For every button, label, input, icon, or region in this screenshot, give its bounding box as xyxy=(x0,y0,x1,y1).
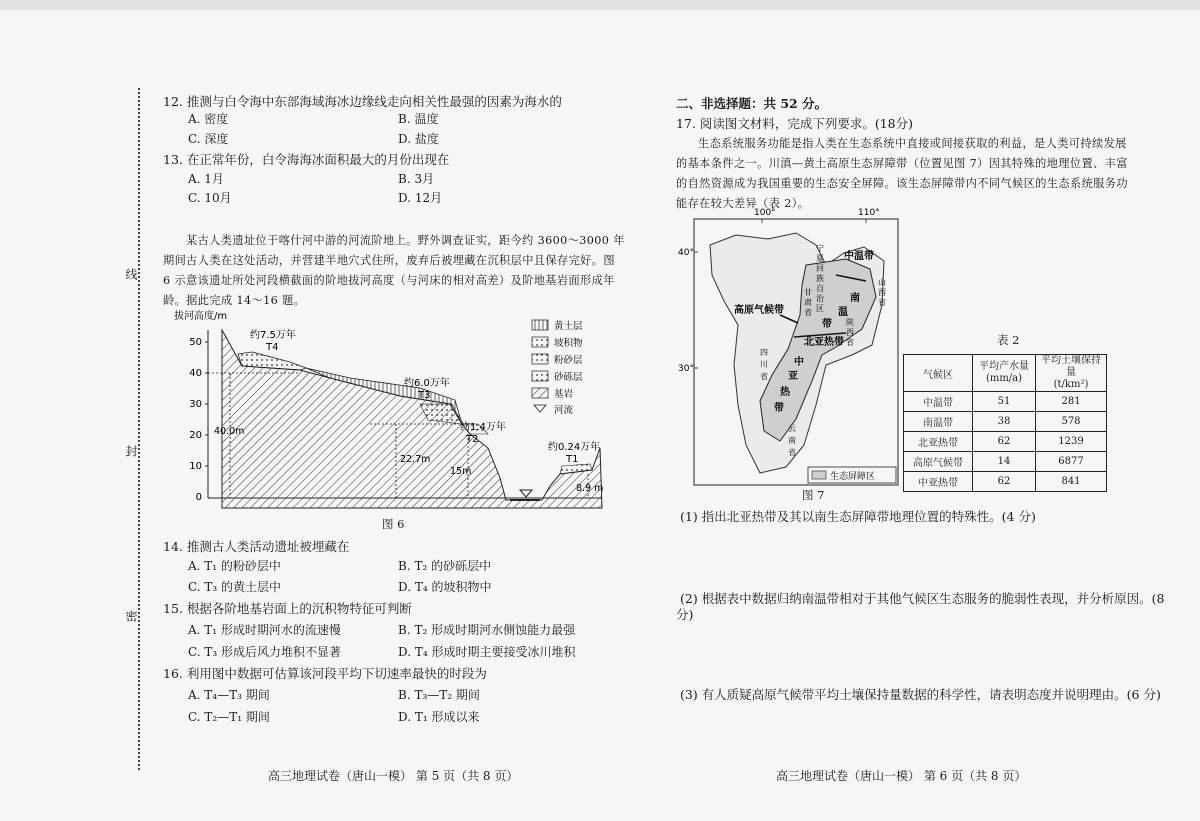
fig7-lat-30: 30° xyxy=(678,364,694,374)
passage-line-1: 某古人类遗址位于喀什河中游的河流阶地上。野外调查证实，距今约 3600～3000 年 xyxy=(186,234,625,247)
table-2 xyxy=(903,354,1107,492)
q15-option-d: D. T₄ 形成时期主要接受冰川堆积 xyxy=(398,645,576,659)
fig7-zone-wen: 温 xyxy=(838,307,848,318)
fig6-t3-age: 约6.0万年 xyxy=(404,378,450,389)
fig7-prov-sichuan-1: 四 xyxy=(760,348,768,357)
fig7-prov-ningxia-4: 族 xyxy=(816,274,824,283)
binding-char-xian: 线 xyxy=(124,268,138,280)
fig6-legend-swatch-slope xyxy=(532,337,548,347)
q12-option-c: C. 深度 xyxy=(188,132,229,146)
fig7-legend-swatch xyxy=(812,471,826,479)
fig6-legend-slope: 坡积物 xyxy=(554,338,583,349)
binding-dotted-line xyxy=(138,88,140,770)
table2-header-water-unit: (mm/a) xyxy=(985,373,1023,384)
fig6-height-t1: 8.9 m xyxy=(576,483,604,494)
q17-material-line-4: 能存在较大差异（表 2）。 xyxy=(676,197,810,210)
q17-stem: 17. 阅读图文材料，完成下列要求。(18分) xyxy=(676,116,914,131)
passage-line-3: 6 示意该遗址所处河段横截面的阶地拔河高度（与河床的相对高差）及阶地基岩面形成年 xyxy=(163,274,615,287)
fig6-t3-label: T3 xyxy=(418,390,431,401)
passage-line-2: 期间古人类在这处活动，并营建半地穴式住所，废弃后被埋藏在沉积层中且保存完好。图 xyxy=(163,254,615,267)
q13-option-d: D. 12月 xyxy=(398,191,443,205)
fig7-lat-40: 40° xyxy=(678,248,694,258)
table2-header-zone: 气候区 xyxy=(904,355,973,392)
fig7-prov-shanxi-2: 西 xyxy=(878,288,886,297)
fig7-prov-yunnan-3: 省 xyxy=(788,448,796,457)
table2-cell: 38 xyxy=(973,412,1036,432)
fig7-prov-sichuan-3: 省 xyxy=(760,372,768,381)
fig6-height-t3: 22.7m xyxy=(400,454,431,465)
table2-header-soil-title: 平均土壤保持量 xyxy=(1041,355,1101,378)
q17-sub2-cont: 分) xyxy=(676,607,694,622)
table2-cell: 南温带 xyxy=(904,412,973,432)
fig6-legend-swatch-loess xyxy=(532,320,548,330)
fig7-prov-shanxi-1: 山 xyxy=(878,278,886,287)
q17-sub2: (2) 根据表中数据归纳南温带相对于其他气候区生态服务的脆弱性表现，并分析原因。(8 xyxy=(680,591,1165,606)
q14-option-b: B. T₂ 的砂砾层中 xyxy=(398,559,492,573)
fig6-ytick-0: 0 xyxy=(195,492,202,503)
table-row xyxy=(904,412,1107,432)
table2-cell: 62 xyxy=(973,432,1036,452)
q15-option-b: B. T₂ 形成时期河水侧蚀能力最强 xyxy=(398,623,576,637)
fig6-legend-bedrock: 基岩 xyxy=(554,389,574,400)
fig7-caption: 图 7 xyxy=(802,488,825,502)
table2-cell: 北亚热带 xyxy=(904,432,973,452)
fig6-ytick-50: 50 xyxy=(189,337,202,348)
fig7-prov-shaanxi-1: 陕 xyxy=(846,318,854,327)
fig6-height-t4: 40.0m xyxy=(214,426,245,437)
fig7-prov-gansu-2: 肃 xyxy=(804,298,812,307)
fig7-lon-110: 110° xyxy=(858,208,880,218)
table2-cell: 281 xyxy=(1036,392,1107,412)
table2-cell: 高原气候带 xyxy=(904,452,973,472)
fig7-prov-ningxia-2: 夏 xyxy=(816,254,824,263)
table2-header-water xyxy=(973,355,1036,392)
q17-material-line-2: 的基本条件之一。川滇—黄土高原生态屏障带（位置见图 7）因其特殊的地理位置、丰富 xyxy=(676,157,1128,170)
section-title: 二、非选择题：共 52 分。 xyxy=(676,96,828,111)
right-page-footer: 高三地理试卷（唐山一模） 第 6 页（共 8 页） xyxy=(776,769,1027,783)
q12-option-a: A. 密度 xyxy=(188,112,229,126)
fig6-ytick-30: 30 xyxy=(189,399,202,410)
fig6-legend-silt: 粉砂层 xyxy=(554,355,583,366)
table2-title: 表 2 xyxy=(997,333,1020,347)
fig6-t4-label: T4 xyxy=(266,342,279,353)
table-row xyxy=(904,392,1107,412)
q16-option-d: D. T₁ 形成以来 xyxy=(398,710,480,724)
q13-option-a: A. 1月 xyxy=(188,172,224,186)
scan-edge xyxy=(0,0,1200,10)
table2-cell: 841 xyxy=(1036,472,1107,492)
table-row xyxy=(904,432,1107,452)
fig7-zone-dai: 带 xyxy=(822,319,832,330)
fig7-prov-gansu-1: 甘 xyxy=(804,288,812,297)
fig7-zone-re: 热 xyxy=(780,387,790,398)
q17-material-line-1: 生态系统服务功能是指人类在生态系统中直接或间接获取的利益，是人类可持续发展 xyxy=(698,137,1127,150)
q17-sub1: (1) 指出北亚热带及其以南生态屏障带地理位置的特殊性。(4 分) xyxy=(680,509,1036,524)
fig6-legend-river: 河流 xyxy=(554,405,574,416)
fig7-prov-ningxia-3: 回 xyxy=(816,264,824,273)
fig6-caption: 图 6 xyxy=(382,517,405,531)
fig6-t1-age: 约0.24万年 xyxy=(548,442,601,453)
table2-header-row xyxy=(904,355,1107,392)
q12-option-d: D. 盐度 xyxy=(398,132,439,146)
fig6-legend-gravel: 砂砾层 xyxy=(554,372,583,383)
fig6-ytick-40: 40 xyxy=(189,368,202,379)
q12-option-b: B. 温度 xyxy=(398,112,439,126)
q15-option-c: C. T₃ 形成后风力堆积不显著 xyxy=(188,645,342,659)
fig7-prov-ningxia-7: 区 xyxy=(816,304,824,313)
fig6-ytick-10: 10 xyxy=(189,461,202,472)
left-page-footer: 高三地理试卷（唐山一模） 第 5 页（共 8 页） xyxy=(268,769,519,783)
fig6-t4-age: 约7.5万年 xyxy=(250,330,296,341)
table2-cell: 6877 xyxy=(1036,452,1107,472)
figure-6-terrace-profile xyxy=(170,308,610,530)
table2-cell: 中亚热带 xyxy=(904,472,973,492)
binding-char-mi: 密 xyxy=(124,610,138,622)
q14-option-a: A. T₁ 的粉砂层中 xyxy=(188,559,281,573)
q12-stem: 12. 推测与白令海中东部海域海冰边缘线走向相关性最强的因素为海水的 xyxy=(163,94,562,109)
table-row xyxy=(904,452,1107,472)
fig6-legend-swatch-silt xyxy=(532,354,548,364)
fig7-prov-shaanxi-2: 西 xyxy=(846,328,854,337)
table2-cell: 51 xyxy=(973,392,1036,412)
fig7-prov-yunnan-1: 云 xyxy=(788,424,796,433)
fig6-ytick-20: 20 xyxy=(189,430,202,441)
q14-option-d: D. T₄ 的坡积物中 xyxy=(398,580,492,594)
fig7-prov-gansu-3: 省 xyxy=(804,308,812,317)
fig7-zone-zhongwendai: 中温带 xyxy=(844,251,874,262)
fig7-lon-100: 100° xyxy=(754,208,776,218)
table2-cell: 中温带 xyxy=(904,392,973,412)
fig6-legend-swatch-river xyxy=(534,405,546,412)
q16-option-a: A. T₄—T₃ 期间 xyxy=(188,688,270,702)
fig7-legend-label: 生态屏障区 xyxy=(830,472,876,482)
q14-option-c: C. T₃ 的黄土层中 xyxy=(188,580,282,594)
fig7-prov-sichuan-2: 川 xyxy=(760,360,768,369)
table2-header-water-title: 平均产水量 xyxy=(979,361,1029,372)
q14-stem: 14. 推测古人类活动遗址被埋藏在 xyxy=(163,539,350,554)
fig7-zone-zhong: 中 xyxy=(794,357,804,368)
fig6-t2-age: 约1.4万年 xyxy=(460,422,506,433)
fig6-legend-loess: 黄土层 xyxy=(554,321,583,332)
fig7-zone-dai2: 带 xyxy=(774,403,784,414)
fig6-t2-label: T2 xyxy=(466,434,479,445)
fig6-legend-swatch-gravel xyxy=(532,371,548,381)
table2-cell: 578 xyxy=(1036,412,1107,432)
q13-option-b: B. 3月 xyxy=(398,172,435,186)
fig7-prov-ningxia-6: 治 xyxy=(816,294,824,303)
passage-line-4: 龄。据此完成 14～16 题。 xyxy=(163,294,306,307)
table2-cell: 62 xyxy=(973,472,1036,492)
fig7-zone-ya: 亚 xyxy=(788,371,798,382)
fig6-ylabel: 拔河高度/m xyxy=(174,311,228,322)
q16-option-b: B. T₃—T₂ 期间 xyxy=(398,688,480,702)
fig7-prov-shaanxi-3: 省 xyxy=(846,338,854,347)
binding-char-feng: 封 xyxy=(124,445,138,457)
q17-sub3: (3) 有人质疑高原气候带平均土壤保持量数据的科学性，请表明态度并说明理由。(6 分) xyxy=(680,687,1161,702)
fig7-prov-ningxia-1: 宁 xyxy=(816,244,824,253)
fig6-height-t2: 15m xyxy=(450,466,472,477)
fig7-zone-beiyare: 北亚热带 xyxy=(804,337,844,348)
table2-header-soil-unit: (t/km²) xyxy=(1053,379,1089,390)
q17-material-line-3: 的自然资源成为我国重要的生态安全屏障。该生态屏障带内不同气候区的生态系统服务功 xyxy=(676,177,1128,190)
q15-option-a: A. T₁ 形成时期河水的流速慢 xyxy=(188,623,341,637)
table-row xyxy=(904,472,1107,492)
q13-stem: 13. 在正常年份，白令海海冰面积最大的月份出现在 xyxy=(163,152,450,167)
fig7-zone-nan: 南 xyxy=(850,293,860,304)
q15-stem: 15. 根据各阶地基岩面上的沉积物特征可判断 xyxy=(163,601,412,616)
fig6-river-symbol xyxy=(520,490,532,497)
fig6-legend-swatch-bedrock xyxy=(532,388,548,398)
figure-7-map xyxy=(676,205,901,505)
fig7-prov-shanxi-3: 省 xyxy=(878,298,886,307)
fig7-prov-ningxia-5: 自 xyxy=(816,284,824,293)
table2-cell: 1239 xyxy=(1036,432,1107,452)
fig6-t1-label: T1 xyxy=(566,454,579,465)
table2-header-soil xyxy=(1036,355,1107,392)
q16-stem: 16. 利用图中数据可估算该河段平均下切速率最快的时段为 xyxy=(163,666,487,681)
q13-option-c: C. 10月 xyxy=(188,191,232,205)
q16-option-c: C. T₂—T₁ 期间 xyxy=(188,710,270,724)
fig7-zone-gaoyuan: 高原气候带 xyxy=(734,305,784,316)
fig7-prov-yunnan-2: 南 xyxy=(788,436,796,445)
table2-cell: 14 xyxy=(973,452,1036,472)
